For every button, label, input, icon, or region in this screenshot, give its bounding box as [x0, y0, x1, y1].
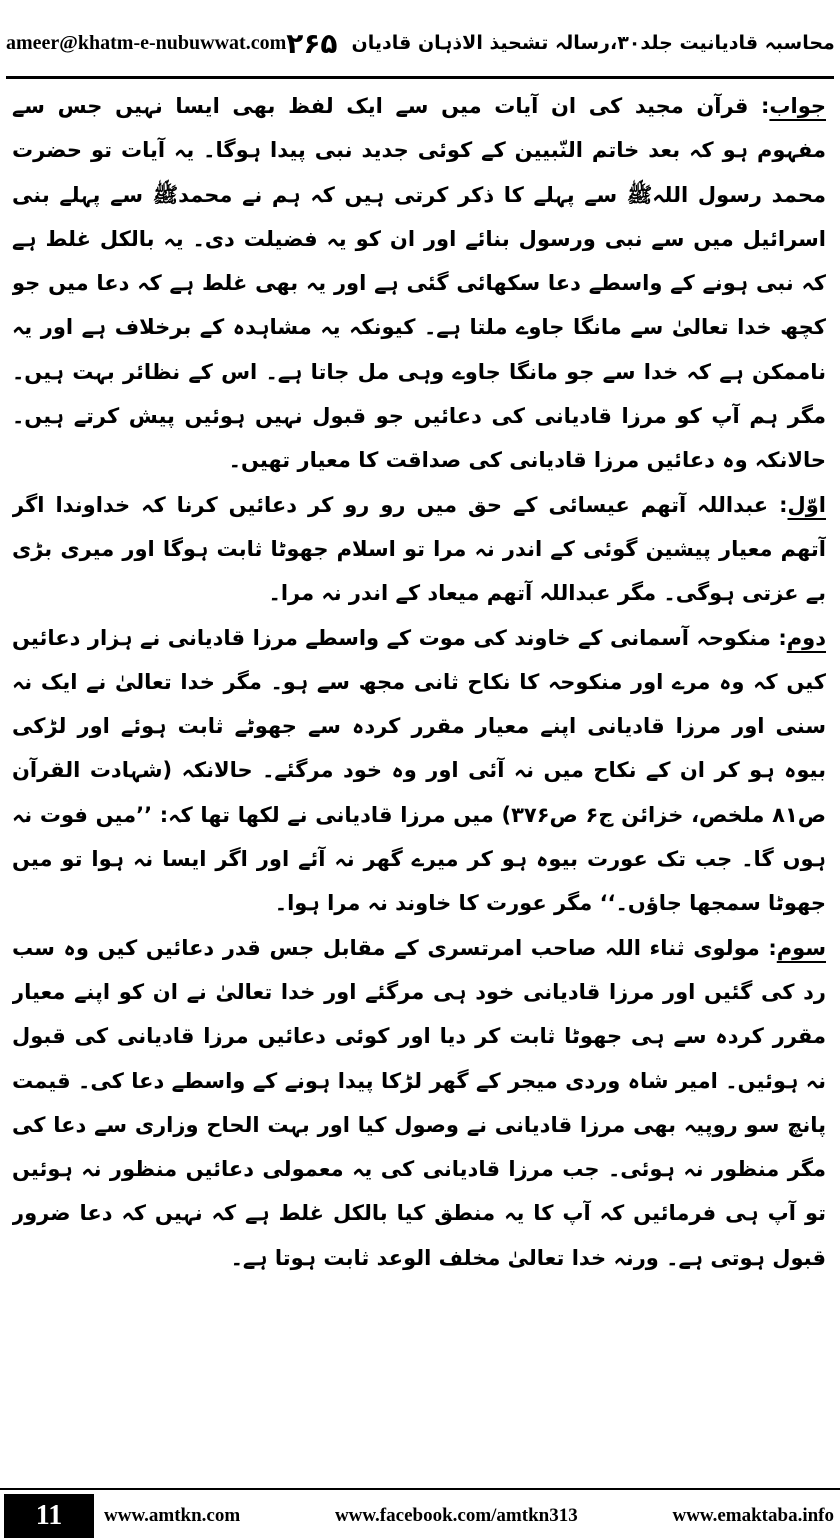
- footer-link-emaktaba[interactable]: www.emaktaba.info: [672, 1505, 834, 1526]
- footer-number-box: 11: [4, 1494, 94, 1538]
- book-title: محاسبہ قادیانیت جلد۳۰،رسالہ تشحیذ الاذہان قادیان: [351, 32, 835, 54]
- header-email[interactable]: ameer@khatm-e-nubuwwat.com: [6, 31, 287, 54]
- paragraph-lead: دوم: [786, 625, 826, 650]
- body-text: [12, 84, 826, 1482]
- first-point-paragraph: [12, 483, 826, 616]
- paragraph-text: : منکوحہ آسمانی کے خاوند کی موت کے واسطے مرزا قادیانی نے ہزار دعائیں کیں کہ وہ مرے اور منکوحہ کا نکاح ثانی مجھ سے ہو۔ مگر خدا تعالیٰ نے ایک نہ سنی اور مرزا قادیانی اپنے معیار مقرر کردہ سے جھوٹے ثابت ہوئے اور لڑکی بیوہ ہو کر ان کے نکاح میں نہ آئی اور وہ خود مرگئے۔ حالانکہ (شہادت القرآن ص۸۱ ملخص، خزائن ج۶ ص۳۷۶) میں مرزا قادیانی نے لکھا تھا کہ: ’’میں فوت نہ ہوں گا۔ جب تک عورت بیوہ ہو کر میرے گھر نہ آئے اور اگر ایسا نہ ہوا تو میں جھوٹا سمجھا جاؤں۔‘‘ مگر عورت کا خاوند نہ مرا ہوا۔: [12, 625, 826, 916]
- paragraph-text: : مولوی ثناء اللہ صاحب امرتسری کے مقابل جس قدر دعائیں کیں وہ سب رد کی گئیں اور مرزا قادیانی خود ہی مرگئے اور خدا تعالیٰ نے ان کو اپنے معیار مقرر کردہ سے ہی جھوٹا ثابت کر دیا اور کوئی دعائیں مرزا قادیانی کی قبول نہ ہوئیں۔ امیر شاہ وردی میجر کے گھر لڑکا پیدا ہونے کے واسطے دعا کی۔ قیمت پانچ سو روپیہ بھی مرزا قادیانی نے وصول کیا اور بہت الحاح وزاری سے دعا کی مگر منظور نہ ہوئی۔ جب مرزا قادیانی کی یہ معمولی دعائیں منظور نہ ہوئیں تو آپ ہی فرمائیں کہ آپ کا یہ منطق کیا بالکل غلط ہے کہ نہیں کہ دعا ضرور قبول ہوتی ہے۔ ورنہ خدا تعالیٰ مخلف الوعد ثابت ہوتا ہے۔: [12, 935, 826, 1270]
- header-title-group: [286, 27, 835, 60]
- footer-link-amtkn[interactable]: www.amtkn.com: [104, 1505, 241, 1526]
- page-header: [6, 4, 834, 82]
- footer-divider: [0, 1488, 840, 1490]
- paragraph-lead: اوّل: [787, 492, 826, 517]
- paragraph-text: : قرآن مجید کی ان آیات میں سے ایک لفظ بھی ایسا نہیں جس سے مفہوم ہو کہ بعد خاتم النّبیین کے کوئی جدید نبی پیدا ہوگا۔ یہ آیات تو حضرت محمد رسول اللہﷺ سے پہلے کا ذکر کرتی ہیں کہ ہم نے محمدﷺ سے پہلے بنی اسرائیل میں سے نبی ورسول بنائے اور ان کو یہ فضیلت دی۔ یہ بالکل غلط ہے کہ نبی ہونے کے واسطے دعا سکھائی گئی ہے اور یہ بھی غلط ہے کہ دعا میں جو کچھ خدا تعالیٰ سے مانگا جاوے ملتا ہے۔ کیونکہ یہ مشاہدہ کے برخلاف ہے اور یہ ناممکن ہے کہ خدا سے جو مانگا جاوے وہی مل جاتا ہے۔ اس کے نظائر بہت ہیں۔ مگر ہم آپ کو مرزا قادیانی کی دعائیں جو قبول نہیں ہوئیں پیش کرتے ہیں۔ حالانکہ وہ دعائیں مرزا قادیانی کی صداقت کا معیار تھیں۔: [12, 94, 826, 473]
- answer-paragraph: [12, 84, 826, 483]
- paragraph-lead: جواب: [769, 94, 826, 118]
- footer-link-facebook[interactable]: www.facebook.com/amtkn313: [334, 1505, 578, 1526]
- second-point-paragraph: [12, 616, 826, 926]
- page-footer: [0, 1488, 840, 1540]
- footer-links: [104, 1498, 834, 1534]
- third-point-paragraph: [12, 926, 826, 1280]
- page-number: ۲۶۵: [286, 26, 338, 60]
- paragraph-text: : عبداللہ آتھم عیسائی کے حق میں رو رو کر دعائیں کرنا کہ خداوندا اگر آتھم معیار پیشین گوئی کے اندر نہ مرا تو اسلام جھوٹا ثابت ہوگا اور میری بڑی بے عزتی ہوگی۔ مگر عبداللہ آتھم میعاد کے اندر نہ مرا۔: [12, 492, 826, 606]
- paragraph-lead: سوم: [776, 935, 826, 960]
- header-divider: [6, 76, 834, 79]
